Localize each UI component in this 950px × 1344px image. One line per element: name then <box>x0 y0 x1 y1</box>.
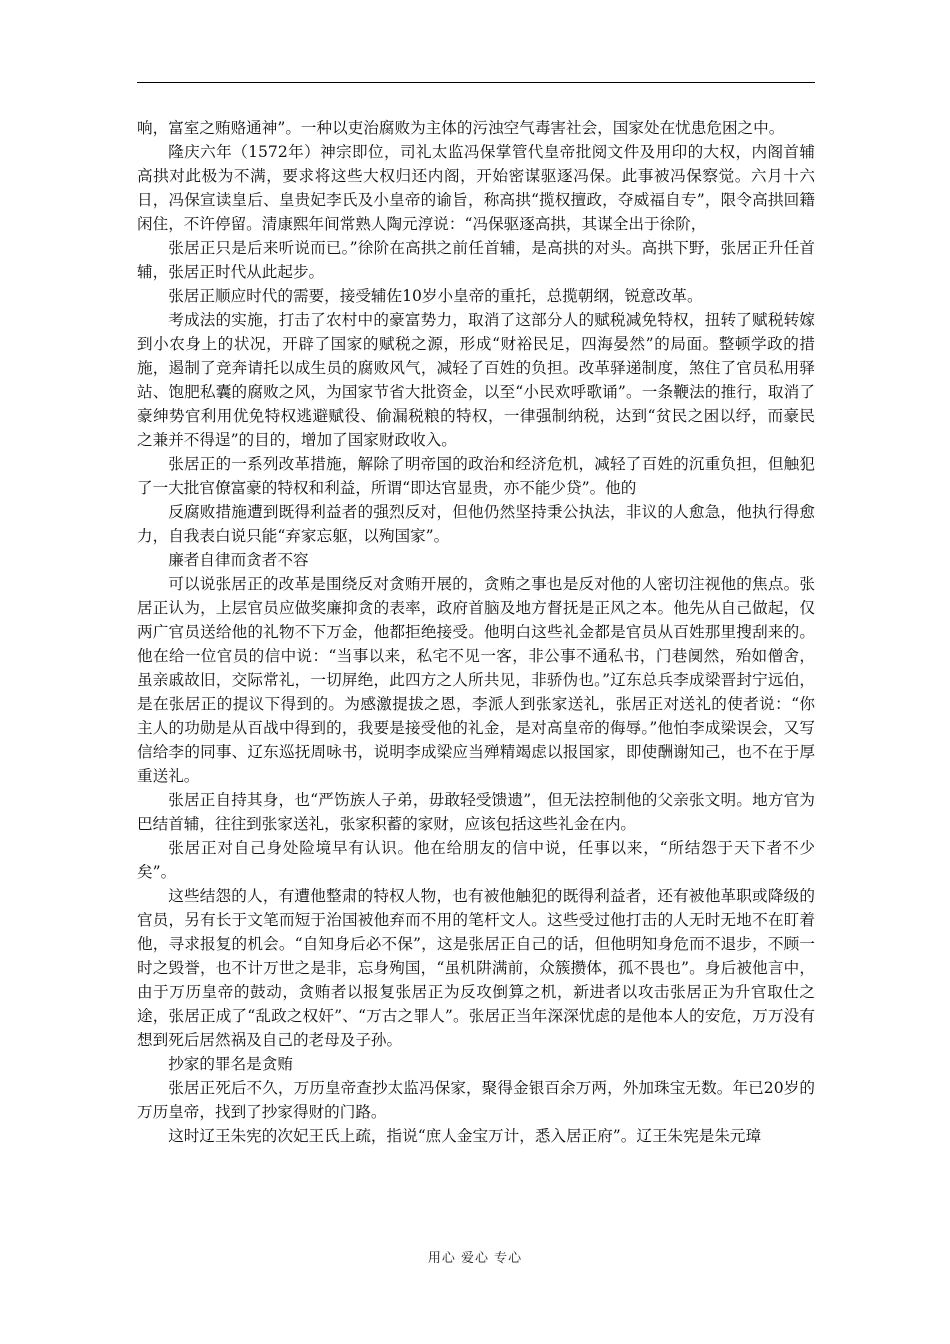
paragraph: 张居正只是后来听说而已。”徐阶在高拱之前任首辅，是高拱的对头。高拱下野，张居正升任首辅，张居正时代从此起步。 <box>137 239 815 281</box>
paragraph: 考成法的实施，打击了农村中的豪富势力，取消了这部分人的赋税减免特权，扭转了赋税转嫁到小农身上的状况，开辟了国家的赋税之源，形成“财裕民足，四海晏然”的局面。整顿学政的措施，遏制了竞奔请托以成生员的腐败风气，减轻了百姓的负担。改革驿递制度，煞住了官员私用驿站、饱肥私囊的腐败之风，为国家节省大批资金，以至“小民欢呼歌诵”。一条鞭法的推行，取消了豪绅势官利用优免特权逃避赋役、偷漏税粮的特权，一律强制纳税，达到“贫民之困以纾，而豪民之兼并不得逞”的目的，增加了国家财政收入。 <box>137 311 815 449</box>
paragraph: 张居正自持其身，也“严饬族人子弟，毋敢轻受馈遗”，但无法控制他的父亲张文明。地方官为巴结首辅，往往到张家送礼，张家积蓄的家财，应该包括这些礼金在内。 <box>137 791 815 833</box>
section-heading: 抄家的罪名是贪贿 <box>168 1055 293 1073</box>
document-body <box>137 116 815 1148</box>
paragraph: 可以说张居正的改革是围绕反对贪贿开展的，贪贿之事也是反对他的人密切注视他的焦点。张居正认为，上层官员应做奖廉抑贪的表率，政府首脑及地方督抚是正风之本。他先从自己做起，仅两广官员送给他的礼物不下万金，他都拒绝接受。他明白这些礼金都是官员从百姓那里搜刮来的。他在给一位官员的信中说：“当事以来，私宅不见一客，非公事不通私书，门巷阒然，殆如僧舍，虽亲戚故旧，交际常礼，一切屏绝，此四方之人所共见，非骄伪也。”辽东总兵李成梁晋封宁远伯，是在张居正的提议下得到的。为感激提拔之恩，李派人到张家送礼，张居正对送礼的使者说：“你主人的功勋是从百战中得到的，我要是接受他的礼金，是对高皇帝的侮辱。”他怕李成梁误会，又写信给李的同事、辽东巡抚周咏书，说明李成梁应当殚精竭虑以报国家，即使酬谢知己，也不在于厚重送礼。 <box>137 575 815 785</box>
paragraph: 隆庆六年（1572年）神宗即位，司礼太监冯保掌管代皇帝批阅文件及用印的大权，内阁首辅高拱对此极为不满，要求将这些大权归还内阁，开始密谋驱逐冯保。此事被冯保察觉。六月十六日，冯保宣读皇后、皇贵妃李氏及小皇帝的谕旨，称高拱“揽权擅政，夺威福自专”，限令高拱回籍闲住，不许停留。清康熙年间常熟人陶元淳说：“冯保驱逐高拱，其谋全出于徐阶， <box>137 143 815 233</box>
paragraph: 张居正对自己身处险境早有认识。他在给朋友的信中说，任事以来，“所结怨于天下者不少矣”。 <box>137 839 815 881</box>
paragraph: 张居正死后不久，万历皇帝查抄太监冯保家，聚得金银百余万两，外加珠宝无数。年已20岁的万历皇帝，找到了抄家得财的门路。 <box>137 1079 815 1121</box>
page-footer: 用心 爱心 专心 <box>427 1251 523 1266</box>
paragraph: 响，富室之贿赂通神”。一种以吏治腐败为主体的污浊空气毒害社会，国家处在忧患危困之中。 <box>137 119 785 137</box>
section-heading: 廉者自律而贪者不容 <box>168 551 309 569</box>
paragraph: 张居正的一系列改革措施，解除了明帝国的政治和经济危机，减轻了百姓的沉重负担，但触犯了一大批官僚富豪的特权和利益，所谓“即达官显贵，亦不能少贷”。他的 <box>137 455 815 497</box>
paragraph: 反腐败措施遭到既得利益者的强烈反对，但他仍然坚持秉公执法，非议的人愈急，他执行得愈力，自我表白说只能“弃家忘躯，以殉国家”。 <box>137 503 815 545</box>
paragraph: 张居正顺应时代的需要，接受辅佐10岁小皇帝的重托，总揽朝纲，锐意改革。 <box>168 287 703 305</box>
paragraph: 这时辽王朱宪的次妃王氏上疏，指说“庶人金宝万计，悉入居正府”。辽王朱宪是朱元璋 <box>168 1127 762 1145</box>
paragraph: 这些结怨的人，有遭他整肃的特权人物，也有被他触犯的既得利益者，还有被他革职或降级的官员，另有长于文笔而短于治国被他弃而不用的笔杆文人。这些受过他打击的人无时无地不在盯着他，寻求报复的机会。“自知身后必不保”，这是张居正自己的话，但他明知身危而不退步，不顾一时之毁誉，也不计万世之是非，忘身殉国，“虽机阱满前，众簇攒体，孤不畏也”。身后被他言中，由于万历皇帝的鼓动，贪贿者以报复张居正为反攻倒算之机，新进者以攻击张居正为升官取仕之途，张居正成了“乱政之权奸”、“万古之罪人”。张居正当年深深忧虑的是他本人的安危，万万没有想到死后居然祸及自己的老母及子孙。 <box>137 887 815 1049</box>
header-rule <box>137 82 815 83</box>
